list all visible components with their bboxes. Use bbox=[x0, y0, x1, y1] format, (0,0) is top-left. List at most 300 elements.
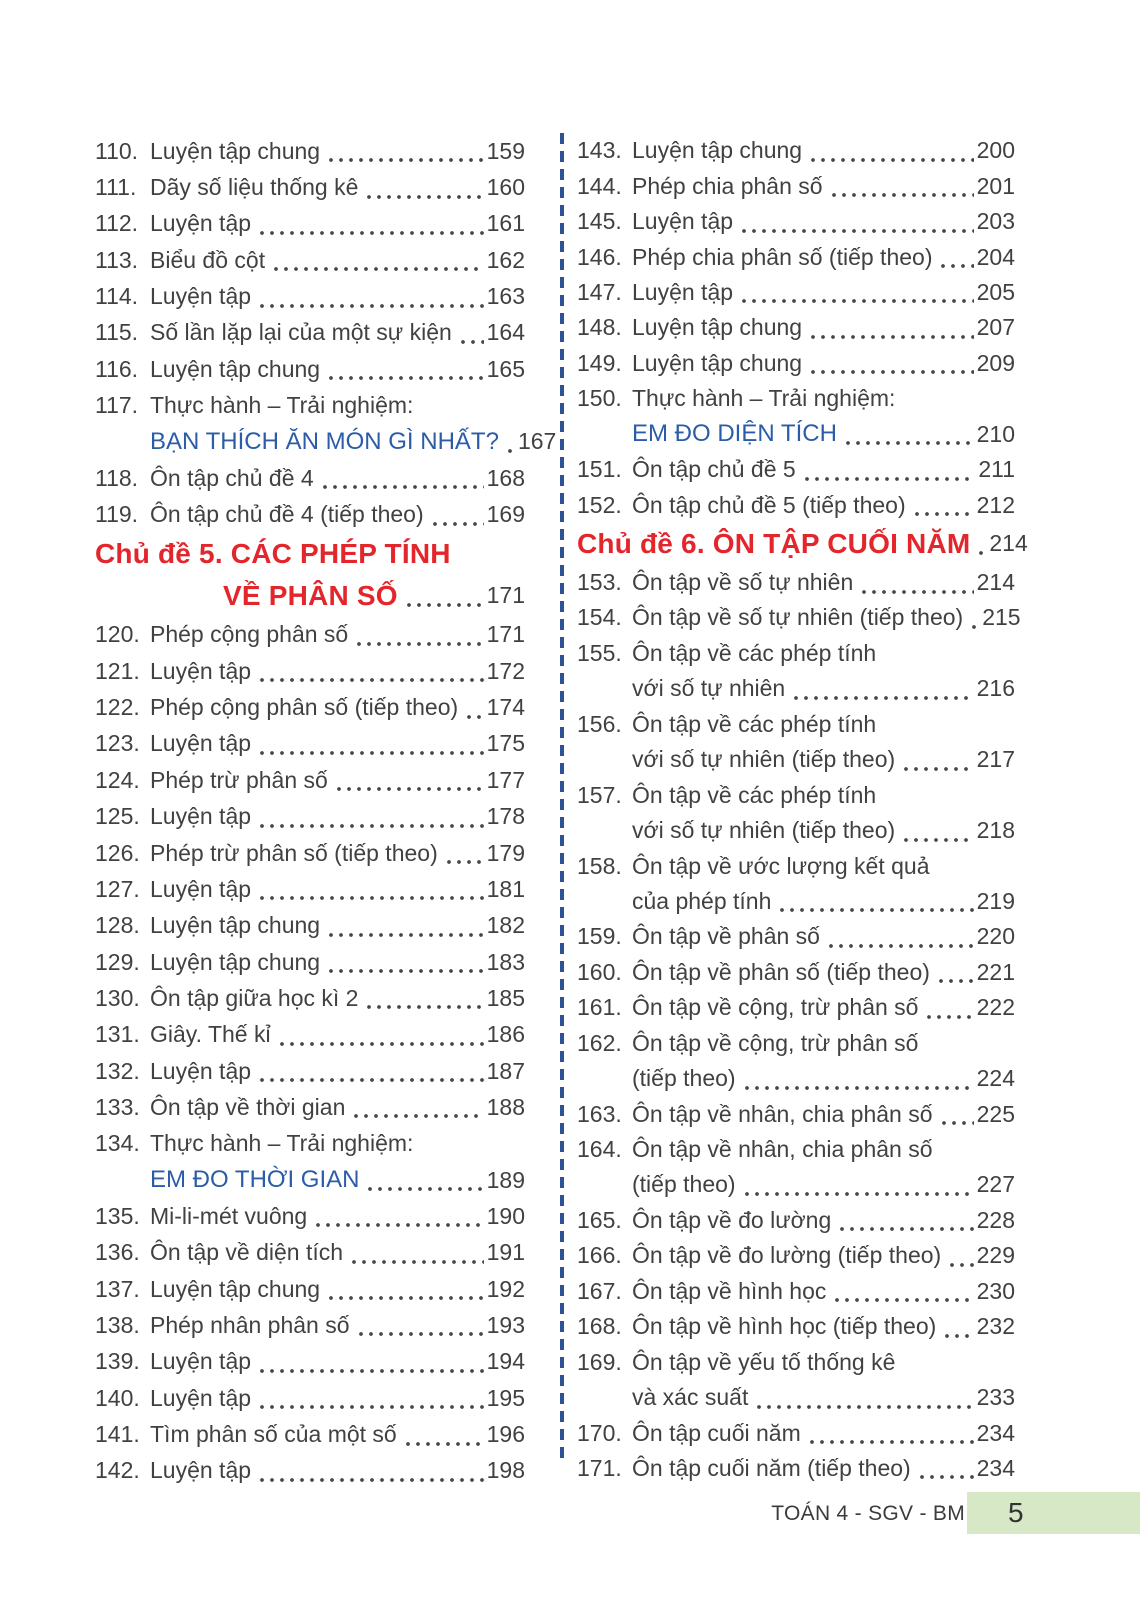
entry-number: 163. bbox=[577, 1100, 622, 1127]
page-number: 214 bbox=[989, 530, 1028, 557]
toc-line bbox=[95, 533, 525, 575]
entry-title: Ôn tập về các phép tính bbox=[632, 710, 877, 737]
toc-line bbox=[95, 133, 525, 169]
toc-line bbox=[577, 204, 1015, 239]
entry-number: 124. bbox=[95, 766, 140, 793]
page-number: 168 bbox=[486, 464, 525, 491]
entry-number: 118. bbox=[95, 464, 139, 491]
dot-leader bbox=[326, 944, 484, 980]
toc-line bbox=[577, 636, 1015, 671]
toc-line bbox=[577, 1274, 1015, 1309]
footer-book-label: TOÁN 4 - SGV - BM bbox=[771, 1502, 965, 1525]
entry-title: Ôn tập về yếu tố thống kê bbox=[632, 1348, 896, 1375]
entry-title: Ôn tập về ước lượng kết quả bbox=[632, 852, 930, 879]
entry-title: Luyện tập bbox=[150, 1457, 252, 1484]
entry-title: Luyện tập bbox=[150, 283, 252, 310]
toc-line bbox=[95, 980, 525, 1016]
dot-leader bbox=[354, 617, 483, 653]
entry-number: 117. bbox=[95, 392, 139, 419]
activity-title-link: EM ĐO THỜI GIAN bbox=[150, 1166, 360, 1194]
entry-number: 133. bbox=[95, 1093, 140, 1120]
toc-line bbox=[95, 1162, 525, 1198]
entry-number: 112. bbox=[95, 210, 139, 237]
toc-line bbox=[577, 487, 1015, 522]
page-number: 218 bbox=[976, 817, 1015, 844]
page-number: 200 bbox=[976, 137, 1015, 164]
page-number: 234 bbox=[976, 1454, 1015, 1481]
entry-title: Ôn tập chủ đề 5 (tiếp theo) bbox=[632, 491, 906, 518]
toc-line bbox=[577, 1061, 1015, 1096]
entry-title: Ôn tập cuối năm bbox=[632, 1419, 801, 1446]
toc-line bbox=[577, 1096, 1015, 1131]
entry-title: Giây. Thế kỉ bbox=[150, 1021, 271, 1048]
page-number: 187 bbox=[486, 1057, 525, 1084]
entry-number: 126. bbox=[95, 839, 140, 866]
dot-leader bbox=[742, 1167, 974, 1202]
dot-leader bbox=[257, 1453, 484, 1489]
dot-leader bbox=[351, 1089, 483, 1125]
page-number: 217 bbox=[976, 746, 1015, 773]
entry-number: 136. bbox=[95, 1239, 140, 1266]
entry-title: Ôn tập về hình học bbox=[632, 1277, 827, 1304]
toc-line bbox=[95, 169, 525, 205]
page-number: 194 bbox=[486, 1348, 525, 1375]
toc-line bbox=[577, 239, 1015, 274]
dot-leader bbox=[313, 1198, 483, 1234]
page-number: 169 bbox=[486, 501, 525, 528]
entry-title: Thực hành – Trải nghiệm: bbox=[150, 1130, 414, 1157]
page-number: 178 bbox=[486, 803, 525, 830]
toc-line bbox=[95, 315, 525, 351]
toc-line bbox=[95, 871, 525, 907]
dot-leader bbox=[837, 1203, 973, 1238]
entry-title: Ôn tập về phân số (tiếp theo) bbox=[632, 958, 930, 985]
entry-title: (tiếp theo) bbox=[632, 1065, 736, 1092]
toc-line bbox=[577, 990, 1015, 1025]
page-number: 205 bbox=[976, 278, 1015, 305]
page-number: 215 bbox=[982, 604, 1021, 631]
entry-title: Luyện tập bbox=[150, 875, 252, 902]
entry-title: Ôn tập về phân số bbox=[632, 923, 820, 950]
dot-leader bbox=[403, 1416, 484, 1452]
page-number: 230 bbox=[976, 1277, 1015, 1304]
dot-leader bbox=[754, 1380, 973, 1415]
entry-number: 122. bbox=[95, 694, 140, 721]
page-number: 193 bbox=[486, 1311, 525, 1338]
entry-number: 169. bbox=[577, 1348, 622, 1375]
dot-leader bbox=[365, 1162, 483, 1198]
entry-title: Phép chia phân số (tiếp theo) bbox=[632, 243, 933, 270]
page-number: 211 bbox=[978, 456, 1015, 483]
entry-number: 154. bbox=[577, 604, 622, 631]
entry-title: Luyện tập bbox=[150, 657, 252, 684]
entry-title: Ôn tập về nhân, chia phân số bbox=[632, 1100, 933, 1127]
dot-leader bbox=[257, 799, 484, 835]
entry-title: Luyện tập chung bbox=[150, 355, 321, 382]
page-number: 172 bbox=[486, 657, 525, 684]
page-number: 186 bbox=[486, 1021, 525, 1048]
entry-number: 134. bbox=[95, 1130, 140, 1157]
entry-title: Ôn tập về các phép tính bbox=[632, 639, 877, 666]
activity-title-link: BẠN THÍCH ĂN MÓN GÌ NHẤT? bbox=[150, 427, 499, 455]
entry-number: 156. bbox=[577, 710, 622, 737]
entry-number: 142. bbox=[95, 1457, 140, 1484]
toc-line bbox=[577, 1167, 1015, 1202]
entry-title: Ôn tập về cộng, trừ phân số bbox=[632, 1029, 919, 1056]
dot-leader bbox=[364, 980, 483, 1016]
toc-line bbox=[95, 689, 525, 725]
entry-title: Phép cộng phân số bbox=[150, 621, 349, 648]
page-number: 210 bbox=[976, 420, 1015, 447]
dot-leader bbox=[326, 908, 484, 944]
dot-leader bbox=[829, 168, 974, 203]
entry-number: 110. bbox=[95, 137, 139, 164]
dot-leader bbox=[334, 762, 484, 798]
entry-number: 160. bbox=[577, 958, 622, 985]
page-number: 183 bbox=[486, 948, 525, 975]
entry-number: 116. bbox=[95, 355, 139, 382]
dot-leader bbox=[969, 600, 979, 635]
entry-number: 151. bbox=[577, 456, 622, 483]
entry-title: Luyện tập chung bbox=[632, 137, 803, 164]
toc-line bbox=[95, 1126, 525, 1162]
entry-title: Luyện tập chung bbox=[150, 912, 321, 939]
entry-title: Luyện tập bbox=[150, 210, 252, 237]
dot-leader bbox=[939, 1096, 974, 1131]
page-number: 232 bbox=[976, 1313, 1015, 1340]
entry-number: 139. bbox=[95, 1348, 140, 1375]
entry-number: 150. bbox=[577, 385, 622, 412]
toc-right-column bbox=[577, 133, 1028, 1486]
toc-line bbox=[577, 1203, 1015, 1238]
entry-title: Luyện tập bbox=[150, 1384, 252, 1411]
entry-title: và xác suất bbox=[632, 1384, 749, 1411]
toc-line bbox=[95, 206, 525, 242]
dot-leader bbox=[976, 523, 986, 565]
footer-page-number: 5 bbox=[1008, 1497, 1024, 1528]
toc-line bbox=[95, 1344, 525, 1380]
page-number: 181 bbox=[486, 875, 525, 902]
entry-number: 162. bbox=[577, 1029, 622, 1056]
toc-line bbox=[577, 1309, 1015, 1344]
dot-leader bbox=[802, 452, 976, 487]
toc-line bbox=[95, 575, 525, 617]
toc-line bbox=[577, 919, 1015, 954]
page-number: 216 bbox=[976, 675, 1015, 702]
column-divider bbox=[560, 133, 564, 1465]
page-number: 227 bbox=[976, 1171, 1015, 1198]
chapter-heading: Chủ đề 6. ÔN TẬP CUỐI NĂM bbox=[577, 527, 971, 559]
page-number: 161 bbox=[486, 210, 525, 237]
toc-line bbox=[577, 452, 1015, 487]
chapter-heading: VỀ PHÂN SỐ bbox=[223, 579, 398, 611]
toc-line bbox=[95, 908, 525, 944]
entry-title: với số tự nhiên bbox=[632, 675, 786, 702]
page-number: 224 bbox=[976, 1065, 1015, 1092]
toc-line bbox=[95, 460, 525, 496]
entry-number: 157. bbox=[577, 781, 622, 808]
toc-line bbox=[95, 799, 525, 835]
entry-title: Luyện tập chung bbox=[150, 1275, 321, 1302]
dot-leader bbox=[777, 884, 973, 919]
entry-title: Ôn tập về số tự nhiên bbox=[632, 569, 854, 596]
entry-number: 144. bbox=[577, 172, 622, 199]
entry-title: Phép chia phân số bbox=[632, 172, 823, 199]
toc-line bbox=[95, 242, 525, 278]
entry-number: 115. bbox=[95, 319, 139, 346]
entry-title: với số tự nhiên (tiếp theo) bbox=[632, 746, 896, 773]
dot-leader bbox=[832, 1274, 973, 1309]
dot-leader bbox=[444, 835, 484, 871]
entry-title: Luyện tập chung bbox=[632, 314, 803, 341]
toc-line bbox=[577, 813, 1015, 848]
dot-leader bbox=[277, 1017, 484, 1053]
page-number: 203 bbox=[976, 208, 1015, 235]
dot-leader bbox=[917, 1451, 974, 1486]
footer-page-badge bbox=[967, 1492, 1140, 1534]
dot-leader bbox=[505, 424, 515, 460]
toc-line bbox=[95, 1089, 525, 1125]
toc-line bbox=[95, 496, 525, 532]
page-number: 212 bbox=[976, 491, 1015, 518]
toc-line bbox=[577, 955, 1015, 990]
toc-line bbox=[577, 133, 1015, 168]
page-number: 228 bbox=[976, 1206, 1015, 1233]
entry-number: 143. bbox=[577, 137, 622, 164]
entry-title: Luyện tập bbox=[150, 803, 252, 830]
toc-line bbox=[577, 1026, 1015, 1061]
dot-leader bbox=[458, 315, 484, 351]
dot-leader bbox=[326, 351, 484, 387]
entry-title: Ôn tập về đo lường (tiếp theo) bbox=[632, 1242, 942, 1269]
entry-number: 164. bbox=[577, 1136, 622, 1163]
dot-leader bbox=[257, 206, 484, 242]
entry-number: 140. bbox=[95, 1384, 140, 1411]
toc-line bbox=[577, 523, 1028, 565]
entry-number: 158. bbox=[577, 852, 622, 879]
entry-title: Luyện tập bbox=[150, 1057, 252, 1084]
toc-line bbox=[577, 600, 1021, 635]
dot-leader bbox=[257, 1053, 484, 1089]
page-number: 209 bbox=[976, 349, 1015, 376]
toc-line bbox=[95, 1053, 525, 1089]
page-number: 198 bbox=[486, 1457, 525, 1484]
page-number: 233 bbox=[976, 1384, 1015, 1411]
dot-leader bbox=[326, 1271, 484, 1307]
page-number: 207 bbox=[976, 314, 1015, 341]
page-number: 220 bbox=[976, 923, 1015, 950]
page-number: 164 bbox=[486, 319, 525, 346]
dot-leader bbox=[739, 204, 974, 239]
page-number: 167 bbox=[517, 428, 557, 455]
toc-line bbox=[577, 168, 1015, 203]
page-number: 204 bbox=[976, 243, 1015, 270]
entry-number: 114. bbox=[95, 283, 139, 310]
entry-title: Luyện tập bbox=[632, 208, 734, 235]
toc-line bbox=[577, 742, 1015, 777]
entry-title: Ôn tập chủ đề 4 bbox=[150, 464, 314, 491]
dot-leader bbox=[742, 1061, 974, 1096]
page-number: 219 bbox=[976, 887, 1015, 914]
entry-title: Mi-li-mét vuông bbox=[150, 1202, 308, 1229]
entry-number: 155. bbox=[577, 639, 622, 666]
dot-leader bbox=[257, 1344, 484, 1380]
dot-leader bbox=[404, 575, 484, 617]
entry-title: Luyện tập chung bbox=[632, 349, 803, 376]
toc-line bbox=[577, 1451, 1015, 1486]
entry-number: 127. bbox=[95, 875, 140, 902]
entry-number: 132. bbox=[95, 1057, 140, 1084]
entry-title: Phép trừ phân số (tiếp theo) bbox=[150, 839, 438, 866]
page-number: 190 bbox=[486, 1202, 525, 1229]
entry-title: Luyện tập chung bbox=[150, 948, 321, 975]
page-number: 225 bbox=[976, 1100, 1015, 1127]
toc-line bbox=[95, 1307, 525, 1343]
entry-number: 120. bbox=[95, 621, 140, 648]
dot-leader bbox=[257, 1380, 484, 1416]
dot-leader bbox=[257, 278, 484, 314]
toc-line bbox=[95, 1380, 525, 1416]
dot-leader bbox=[356, 1307, 484, 1343]
page-number: 234 bbox=[976, 1419, 1015, 1446]
dot-leader bbox=[791, 671, 973, 706]
page-number: 185 bbox=[486, 984, 525, 1011]
entry-title: Luyện tập chung bbox=[150, 137, 321, 164]
entry-title: Ôn tập về thời gian bbox=[150, 1093, 346, 1120]
toc-line bbox=[577, 310, 1015, 345]
entry-number: 125. bbox=[95, 803, 140, 830]
toc-line bbox=[95, 1271, 525, 1307]
toc-line bbox=[577, 848, 1015, 883]
entry-title: Ôn tập cuối năm (tiếp theo) bbox=[632, 1454, 911, 1481]
dot-leader bbox=[808, 346, 974, 381]
entry-number: 153. bbox=[577, 569, 622, 596]
entry-title: Ôn tập giữa học kì 2 bbox=[150, 984, 359, 1011]
toc-line bbox=[577, 671, 1015, 706]
toc-line bbox=[577, 1380, 1015, 1415]
page-number: 189 bbox=[486, 1166, 525, 1193]
entry-title: Thực hành – Trải nghiệm: bbox=[150, 392, 414, 419]
entry-title: Ôn tập về diện tích bbox=[150, 1239, 344, 1266]
entry-number: 135. bbox=[95, 1202, 140, 1229]
page-number: 171 bbox=[486, 621, 525, 648]
dot-leader bbox=[808, 133, 974, 168]
page-number: 188 bbox=[486, 1093, 525, 1120]
entry-number: 129. bbox=[95, 948, 140, 975]
dot-leader bbox=[349, 1235, 484, 1271]
entry-title: Biểu đồ cột bbox=[150, 246, 266, 273]
dot-leader bbox=[739, 275, 974, 310]
entry-number: 159. bbox=[577, 923, 622, 950]
activity-title-link: EM ĐO DIỆN TÍCH bbox=[632, 420, 837, 448]
toc-line bbox=[95, 1017, 525, 1053]
dot-leader bbox=[320, 460, 484, 496]
page-number: 195 bbox=[486, 1384, 525, 1411]
toc-line bbox=[577, 1132, 1015, 1167]
toc-line bbox=[95, 762, 525, 798]
entry-title: với số tự nhiên (tiếp theo) bbox=[632, 817, 896, 844]
entry-number: 170. bbox=[577, 1419, 622, 1446]
entry-title: Phép cộng phân số (tiếp theo) bbox=[150, 694, 459, 721]
toc-line bbox=[577, 1238, 1015, 1273]
entry-title: Luyện tập bbox=[150, 1348, 252, 1375]
entry-number: 138. bbox=[95, 1311, 140, 1338]
entry-title: Phép trừ phân số bbox=[150, 766, 328, 793]
dot-leader bbox=[924, 990, 973, 1025]
entry-title: Ôn tập về nhân, chia phân số bbox=[632, 1136, 933, 1163]
entry-number: 167. bbox=[577, 1277, 622, 1304]
toc-line bbox=[95, 1416, 525, 1452]
dot-leader bbox=[271, 242, 484, 278]
entry-title: Phép nhân phân số bbox=[150, 1311, 350, 1338]
page-number: 171 bbox=[486, 582, 525, 609]
entry-number: 148. bbox=[577, 314, 622, 341]
entry-title: Thực hành – Trải nghiệm: bbox=[632, 385, 896, 412]
dot-leader bbox=[257, 726, 484, 762]
page-number: 201 bbox=[976, 172, 1015, 199]
page-number: 175 bbox=[486, 730, 525, 757]
dot-leader bbox=[826, 919, 974, 954]
page-number: 165 bbox=[486, 355, 525, 382]
page-number: 159 bbox=[486, 137, 525, 164]
entry-title: (tiếp theo) bbox=[632, 1171, 736, 1198]
toc-line bbox=[95, 617, 525, 653]
entry-title: Luyện tập bbox=[150, 730, 252, 757]
page-number: 179 bbox=[486, 839, 525, 866]
dot-leader bbox=[257, 871, 484, 907]
page-number: 177 bbox=[486, 766, 525, 793]
toc-line bbox=[577, 565, 1015, 600]
toc-line bbox=[95, 726, 525, 762]
dot-leader bbox=[430, 496, 484, 532]
page-number: 160 bbox=[486, 174, 525, 201]
entry-number: 119. bbox=[95, 501, 139, 528]
dot-leader bbox=[942, 1309, 973, 1344]
entry-number: 149. bbox=[577, 349, 622, 376]
entry-number: 111. bbox=[95, 174, 137, 201]
entry-title: Dãy số liệu thống kê bbox=[150, 174, 359, 201]
dot-leader bbox=[947, 1238, 973, 1273]
entry-number: 147. bbox=[577, 278, 622, 305]
entry-title: Ôn tập chủ đề 4 (tiếp theo) bbox=[150, 501, 424, 528]
toc-line bbox=[577, 346, 1015, 381]
toc-line bbox=[577, 777, 1015, 812]
entry-number: 165. bbox=[577, 1206, 622, 1233]
dot-leader bbox=[807, 1415, 974, 1450]
dot-leader bbox=[257, 653, 484, 689]
toc-line bbox=[95, 424, 557, 460]
toc-line bbox=[577, 275, 1015, 310]
dot-leader bbox=[843, 417, 974, 452]
entry-number: 123. bbox=[95, 730, 140, 757]
entry-title: Ôn tập về đo lường bbox=[632, 1206, 832, 1233]
page-number: 191 bbox=[486, 1239, 525, 1266]
toc-line bbox=[577, 707, 1015, 742]
entry-number: 131. bbox=[95, 1021, 140, 1048]
entry-number: 130. bbox=[95, 984, 140, 1011]
toc-line bbox=[95, 1198, 525, 1234]
entry-number: 171. bbox=[577, 1454, 622, 1481]
dot-leader bbox=[859, 565, 973, 600]
entry-title: của phép tính bbox=[632, 887, 772, 914]
page-number: 221 bbox=[976, 958, 1015, 985]
toc-line bbox=[577, 381, 1015, 416]
page-number: 229 bbox=[976, 1242, 1015, 1269]
toc-line bbox=[577, 1415, 1015, 1450]
toc-line bbox=[95, 278, 525, 314]
page-number: 174 bbox=[486, 694, 525, 721]
entry-number: 141. bbox=[95, 1421, 140, 1448]
